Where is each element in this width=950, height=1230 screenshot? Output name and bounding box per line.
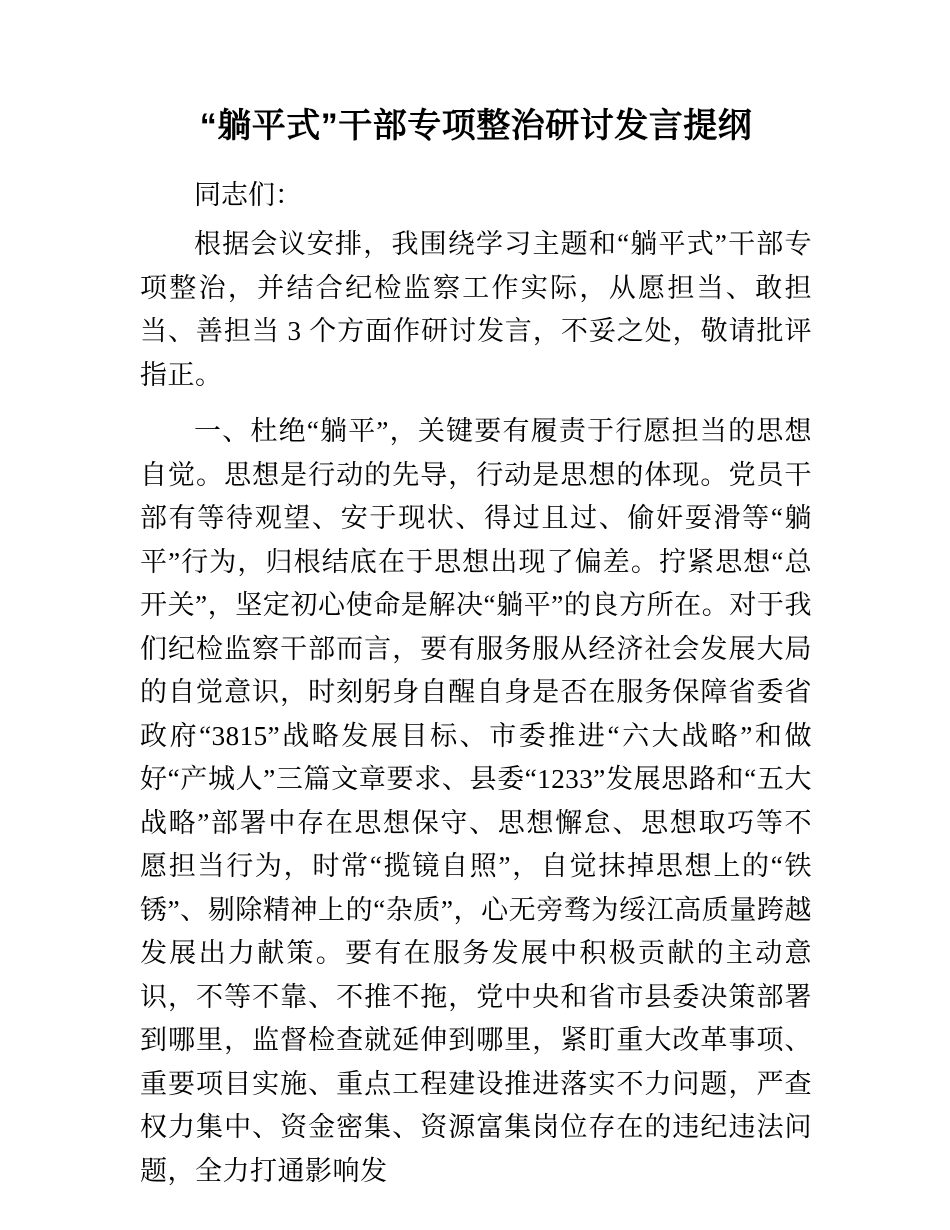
paragraph-intro: 根据会议安排，我围绕学习主题和“躺平式”干部专项整治，并结合纪检监察工作实际，从愿担当、敢担当、善担当 3 个方面作研讨发言，不妥之处，敬请批评指正。 <box>140 229 812 390</box>
paragraph-section-one: 一、杜绝“躺平”，关键要有履责于行愿担当的思想自觉。思想是行动的先导，行动是思想的体现。党员干部有等待观望、安于现状、得过且过、偷奸耍滑等“躺平”行为，归根结底在于思想出现了偏差。拧紧思想“总开关”，坚定初心使命是解决“躺平”的良方所在。对于我们纪检监察干部而言，要有服务服从经济社会发展大局的自觉意识，时刻躬身自醒自身是否在服务保障省委省政府“3815”战略发展目标、市委推进“六大战略”和做好“产城人”三篇文章要求、县委“1233”发展思路和“五大战略”部署中存在思想保守、思想懈怠、思想取巧等不愿担当行为，时常“揽镜自照”，自觉抹掉思想上的“铁锈”、剔除精神上的“杂质”，心无旁骛为绥江高质量跨越发展出力献策。要有在服务发展中积极贡献的主动意识，不等不靠、不推不拖，党中央和省市县委决策部署到哪里，监督检查就延伸到哪里，紧盯重大改革事项、重要项目实施、重点工程建设推进落实不力问题，严查权力集中、资金密集、资源富集岗位存在的违纪违法问题，全力打通影响发 <box>140 416 812 1186</box>
document-title: “躺平式”干部专项整治研讨发言提纲 <box>199 107 753 145</box>
salutation-line: 同志们： <box>194 180 302 210</box>
